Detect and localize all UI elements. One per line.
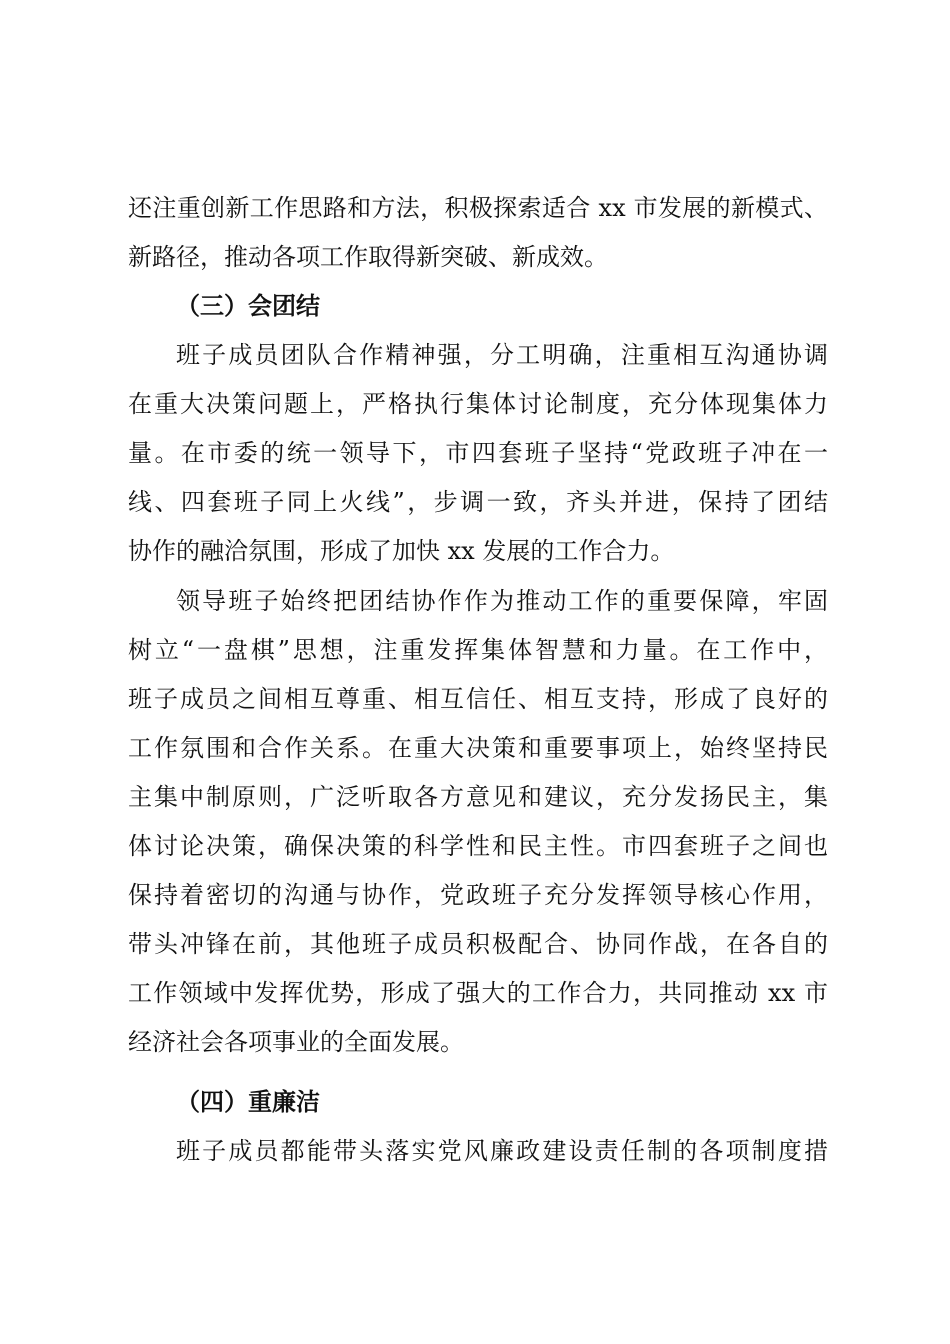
paragraph-line: 领导班子始终把团结协作作为推动工作的重要保障，牢固 xyxy=(176,587,828,615)
paragraph-line: 班子成员都能带头落实党风廉政建设责任制的各项制度措 xyxy=(176,1137,828,1165)
paragraph-line: 工作氛围和合作关系。在重大决策和重要事项上，始终坚持民 xyxy=(128,734,828,762)
paragraph-line: 体讨论决策，确保决策的科学性和民主性。市四套班子之间也 xyxy=(128,832,828,860)
paragraph-line: 协作的融洽氛围，形成了加快 xx 发展的工作合力。 xyxy=(128,537,675,565)
section-heading-3: （三）会团结 xyxy=(176,291,320,320)
paragraph-line: 树立“一盘棋”思想，注重发挥集体智慧和力量。在工作中， xyxy=(128,636,828,664)
paragraph-line: 线、四套班子同上火线”，步调一致，齐头并进，保持了团结 xyxy=(128,488,828,516)
paragraph-line: 工作领域中发挥优势，形成了强大的工作合力，共同推动 xx 市 xyxy=(128,979,828,1007)
paragraph-line: 经济社会各项事业的全面发展。 xyxy=(128,1028,464,1056)
paragraph-line: 量。在市委的统一领导下，市四套班子坚持“党政班子冲在一 xyxy=(128,439,828,467)
paragraph-line: 带头冲锋在前，其他班子成员积极配合、协同作战，在各自的 xyxy=(128,930,828,958)
paragraph-line: 在重大决策问题上，严格执行集体讨论制度，充分体现集体力 xyxy=(128,390,828,418)
paragraph-line: 还注重创新工作思路和方法，积极探索适合 xx 市发展的新模式、 xyxy=(128,194,828,222)
paragraph-line: 班子成员之间相互尊重、相互信任、相互支持，形成了良好的 xyxy=(128,685,828,713)
paragraph-line: 班子成员团队合作精神强，分工明确，注重相互沟通协调 xyxy=(176,341,828,369)
section-heading-4: （四）重廉洁 xyxy=(176,1087,320,1116)
paragraph-line: 主集中制原则，广泛听取各方意见和建议，充分发扬民主，集 xyxy=(128,783,828,811)
paragraph-line: 保持着密切的沟通与协作，党政班子充分发挥领导核心作用， xyxy=(128,881,828,909)
paragraph-line: 新路径，推动各项工作取得新突破、新成效。 xyxy=(128,243,608,271)
